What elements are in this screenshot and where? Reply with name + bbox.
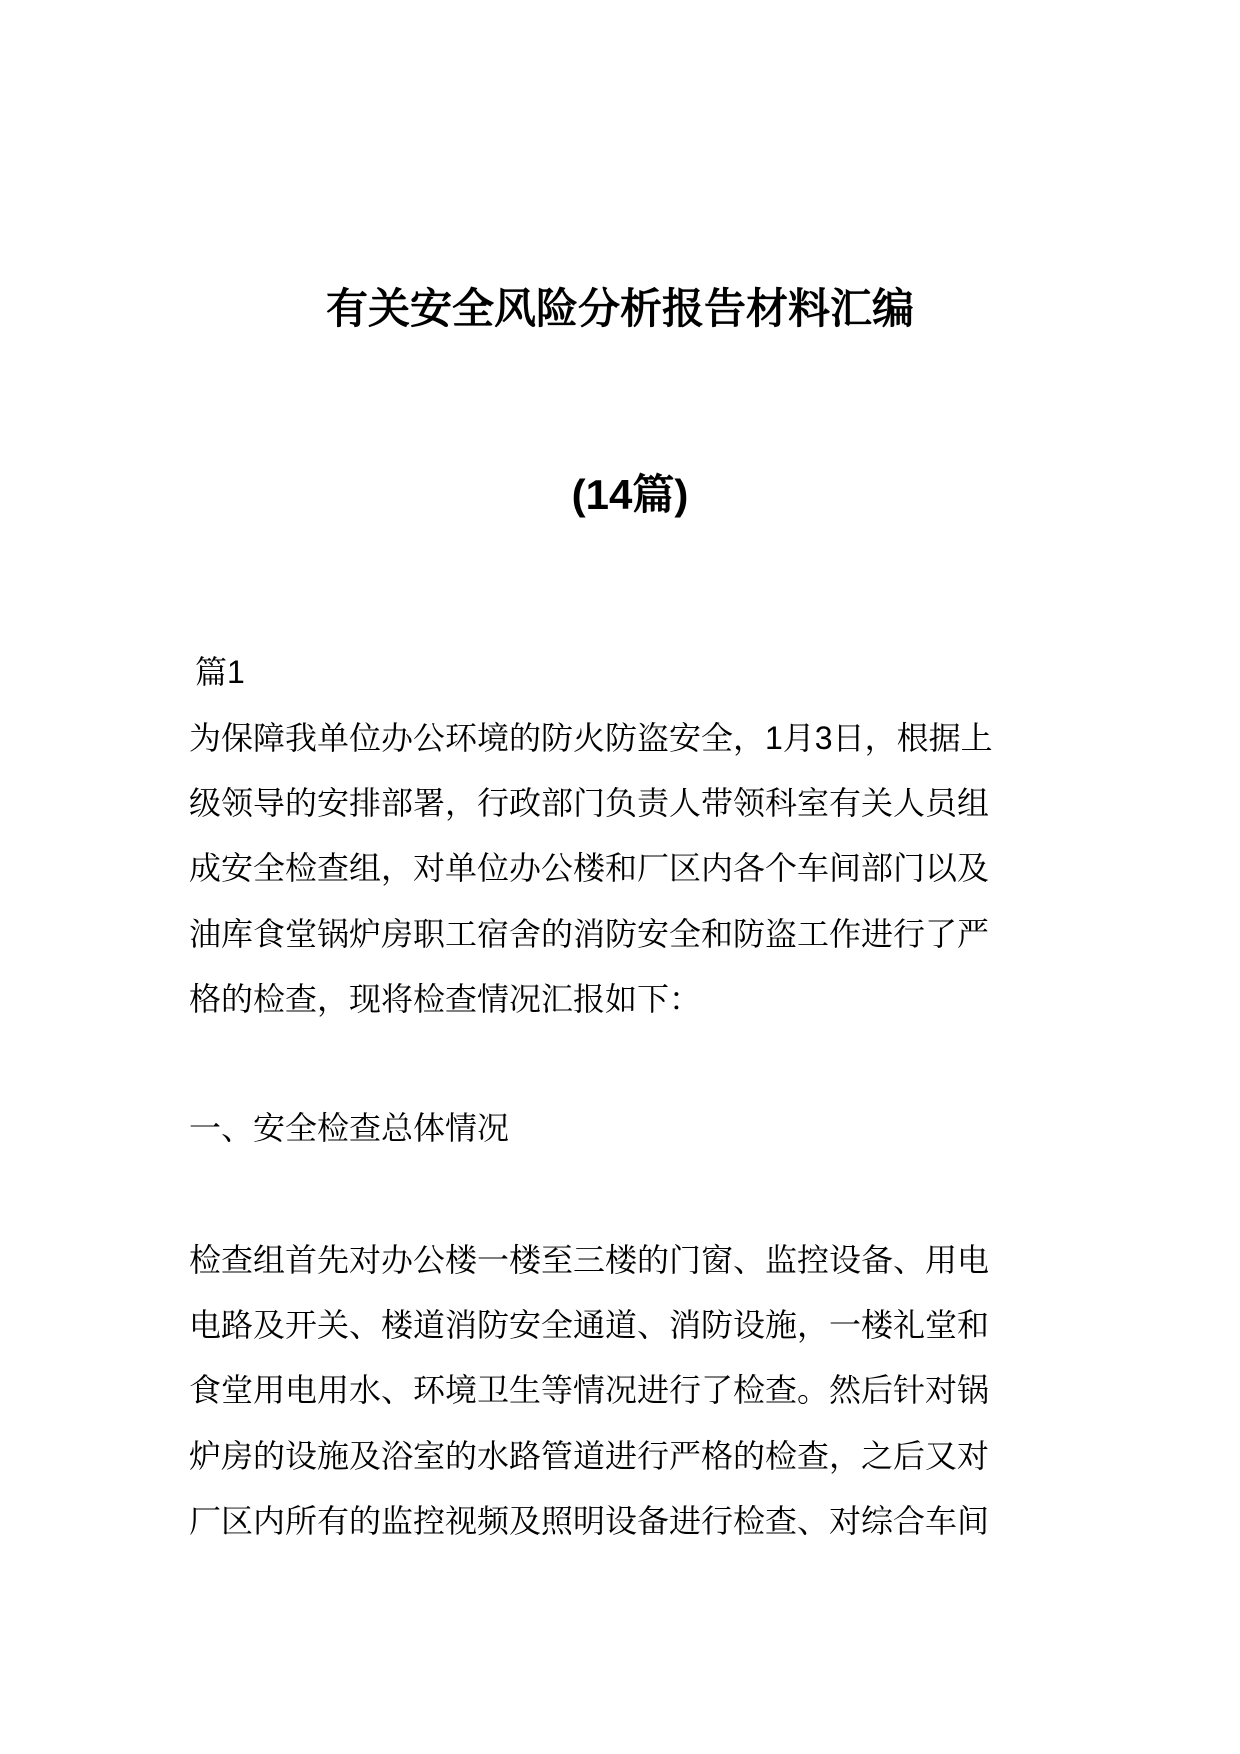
paragraph-line: 为保障我单位办公环境的防火防盗安全，1月3日，根据上	[189, 720, 993, 756]
paragraph-line: 厂区内所有的监控视频及照明设备进行检查、对综合车间	[189, 1503, 990, 1539]
paragraph-line: 成安全检查组，对单位办公楼和厂区内各个车间部门以及	[189, 850, 990, 886]
document-title: 有关安全风险分析报告材料汇编	[325, 285, 914, 332]
paragraph-line: 炉房的设施及浴室的水路管道进行严格的检查，之后又对	[189, 1438, 990, 1474]
document-subtitle: (14篇)	[571, 471, 689, 518]
paragraph-line: 格的检查，现将检查情况汇报如下：	[189, 981, 702, 1017]
paragraph-line: 电路及开关、楼道消防安全通道、消防设施，一楼礼堂和	[189, 1307, 990, 1343]
section-label: 篇1	[195, 654, 245, 690]
paragraph-line: 油库食堂锅炉房职工宿舍的消防安全和防盗工作进行了严	[189, 916, 990, 952]
paragraph-line: 检查组首先对办公楼一楼至三楼的门窗、监控设备、用电	[189, 1242, 990, 1278]
paragraph-line: 食堂用电用水、环境卫生等情况进行了检查。然后针对锅	[189, 1372, 990, 1408]
section-heading: 一、安全检查总体情况	[189, 1110, 510, 1146]
paragraph-line: 级领导的安排部署，行政部门负责人带领科室有关人员组	[189, 785, 990, 821]
